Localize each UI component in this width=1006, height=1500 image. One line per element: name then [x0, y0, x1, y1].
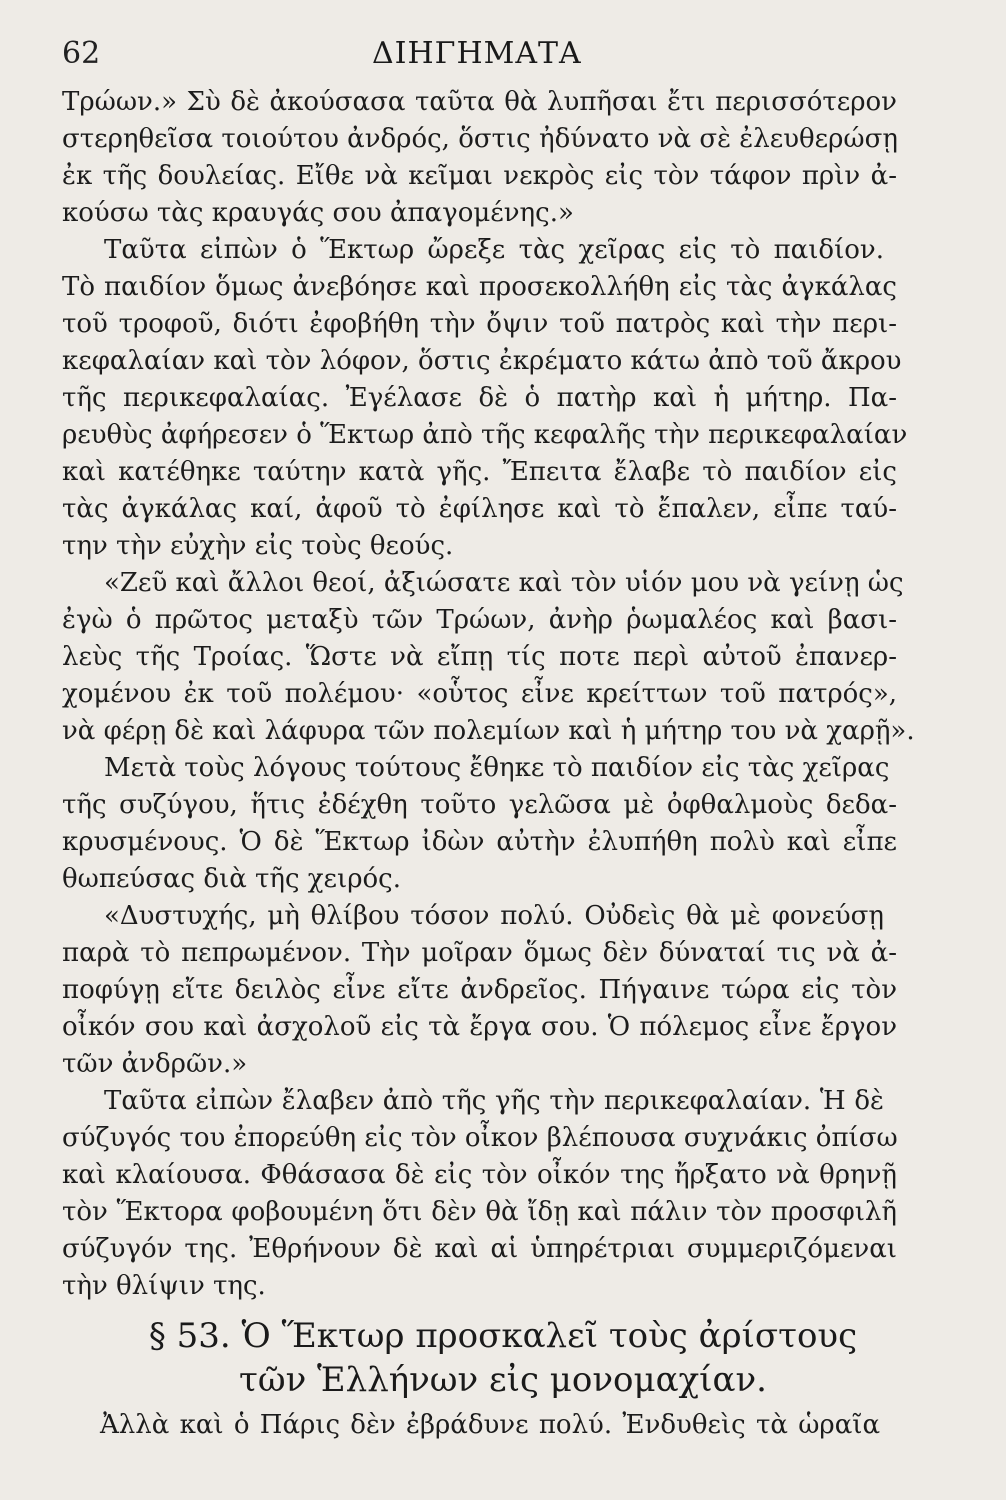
- text-line: νὰ φέρῃ δὲ καὶ λάφυρα τῶν πολεμίων καὶ ἡ μήτηρ του νὰ χαρῇ».: [62, 716, 915, 746]
- text-line: τὴν θλίψιν της.: [62, 1271, 266, 1301]
- text-line: παρὰ τὸ πεπρωμένον. Τὴν μοῖραν ὅμως δὲν δύναταί τις νὰ ἀ-: [62, 938, 897, 968]
- text-line: «Δυστυχής, μὴ θλίβου τόσον πολύ. Οὐδεὶς θὰ μὲ φονεύσῃ: [104, 901, 884, 931]
- text-line: Μετὰ τοὺς λόγους τούτους ἔθηκε τὸ παιδίον εἰς τὰς χεῖρας: [104, 753, 890, 783]
- text-line: καὶ κατέθηκε ταύτην κατὰ γῆς. Ἔπειτα ἔλαβε τὸ παιδίον εἰς: [62, 457, 897, 487]
- text-line: κεφαλαίαν καὶ τὸν λόφον, ὅστις ἐκρέματο κάτω ἀπὸ τοῦ ἄκρου: [62, 346, 902, 376]
- text-line: Ἀλλὰ καὶ ὁ Πάρις δὲν ἐβράδυνε πολύ. Ἐνδυθεὶς τὰ ὡραῖα: [100, 1410, 880, 1440]
- text-line: οἶκόν σου καὶ ἀσχολοῦ εἰς τὰ ἔργα σου. Ὁ πόλεμος εἶνε ἔργον: [62, 1012, 897, 1042]
- text-line: Τὸ παιδίον ὅμως ἀνεβόησε καὶ προσεκολλήθη εἰς τὰς ἀγκάλας: [62, 272, 897, 302]
- text-line: ποφύγῃ εἴτε δειλὸς εἶνε εἴτε ἀνδρεῖος. Πήγαινε τώρα εἰς τὸν: [62, 975, 897, 1005]
- text-line: την τὴν εὐχὴν εἰς τοὺς θεούς.: [62, 531, 454, 561]
- text-line: Ταῦτα εἰπὼν ὁ Ἕκτωρ ὤρεξε τὰς χεῖρας εἰς τὸ παιδίον.: [104, 235, 884, 265]
- page-number: 62: [62, 36, 101, 71]
- text-line: κρυσμένους. Ὁ δὲ Ἕκτωρ ἰδὼν αὐτὴν ἐλυπήθη πολὺ καὶ εἶπε: [62, 827, 897, 857]
- text-line: κούσω τὰς κραυγάς σου ἀπαγομένης.»: [62, 198, 574, 228]
- text-line: τὰς ἀγκάλας καί, ἀφοῦ τὸ ἐφίλησε καὶ τὸ ἔπαλεν, εἶπε ταύ-: [62, 494, 897, 524]
- text-line: καὶ κλαίουσα. Φθάσασα δὲ εἰς τὸν οἶκόν της ἤρξατο νὰ θρηνῇ: [62, 1160, 897, 1190]
- section-heading: § 53. Ὁ Ἕκτωρ προσκαλεῖ τοὺς ἀρίστους: [148, 1316, 858, 1356]
- text-line: τὸν Ἕκτορα φοβουμένη ὅτι δὲν θὰ ἴδῃ καὶ πάλιν τὸν προσφιλῆ: [62, 1197, 897, 1227]
- text-line: ἐγὼ ὁ πρῶτος μεταξὺ τῶν Τρώων, ἀνὴρ ῥωμαλέος καὶ βασι-: [62, 605, 897, 635]
- section-heading: τῶν Ἑλλήνων εἰς μονομαχίαν.: [239, 1360, 767, 1400]
- text-line: Ταῦτα εἰπὼν ἔλαβεν ἀπὸ τῆς γῆς τὴν περικεφαλαίαν. Ἡ δὲ: [104, 1086, 884, 1116]
- text-line: τῆς συζύγου, ἥτις ἐδέχθη τοῦτο γελῶσα μὲ ὀφθαλμοὺς δεδα-: [62, 790, 897, 820]
- text-line: τῆς περικεφαλαίας. Ἐγέλασε δὲ ὁ πατὴρ καὶ ἡ μήτηρ. Πα-: [62, 383, 897, 413]
- text-line: Τρώων.» Σὺ δὲ ἀκούσασα ταῦτα θὰ λυπῆσαι ἔτι περισσότερον: [62, 87, 897, 117]
- text-line: θωπεύσας διὰ τῆς χειρός.: [62, 864, 401, 894]
- text-line: τῶν ἀνδρῶν.»: [62, 1049, 248, 1079]
- text-line: «Ζεῦ καὶ ἄλλοι θεοί, ἀξιώσατε καὶ τὸν υἱόν μου νὰ γείνῃ ὡς: [104, 568, 904, 598]
- text-line: τοῦ τροφοῦ, διότι ἐφοβήθη τὴν ὄψιν τοῦ πατρὸς καὶ τὴν περι-: [62, 309, 897, 339]
- text-line: λεὺς τῆς Τροίας. Ὥστε νὰ εἴπῃ τίς ποτε περὶ αὐτοῦ ἐπανερ-: [62, 642, 897, 672]
- text-line: σύζυγός του ἐπορεύθη εἰς τὸν οἶκον βλέπουσα συχνάκις ὀπίσω: [62, 1123, 898, 1153]
- text-line: σύζυγόν της. Ἐθρήνουν δὲ καὶ αἱ ὑπηρέτριαι συμμεριζόμεναι: [62, 1234, 897, 1264]
- text-line: ρευθὺς ἀφήρεσεν ὁ Ἕκτωρ ἀπὸ τῆς κεφαλῆς τὴν περικεφαλαίαν: [62, 420, 908, 450]
- running-title: ΔΙΗΓΗΜΑΤΑ: [372, 36, 582, 71]
- text-line: στερηθεῖσα τοιούτου ἀνδρός, ὅστις ἠδύνατο νὰ σὲ ἐλευθερώσῃ: [62, 124, 898, 154]
- text-line: ἐκ τῆς δουλείας. Εἴθε νὰ κεῖμαι νεκρὸς εἰς τὸν τάφον πρὶν ἀ-: [62, 161, 897, 191]
- text-line: χομένου ἐκ τοῦ πολέμου· «οὗτος εἶνε κρείττων τοῦ πατρός»,: [62, 679, 897, 709]
